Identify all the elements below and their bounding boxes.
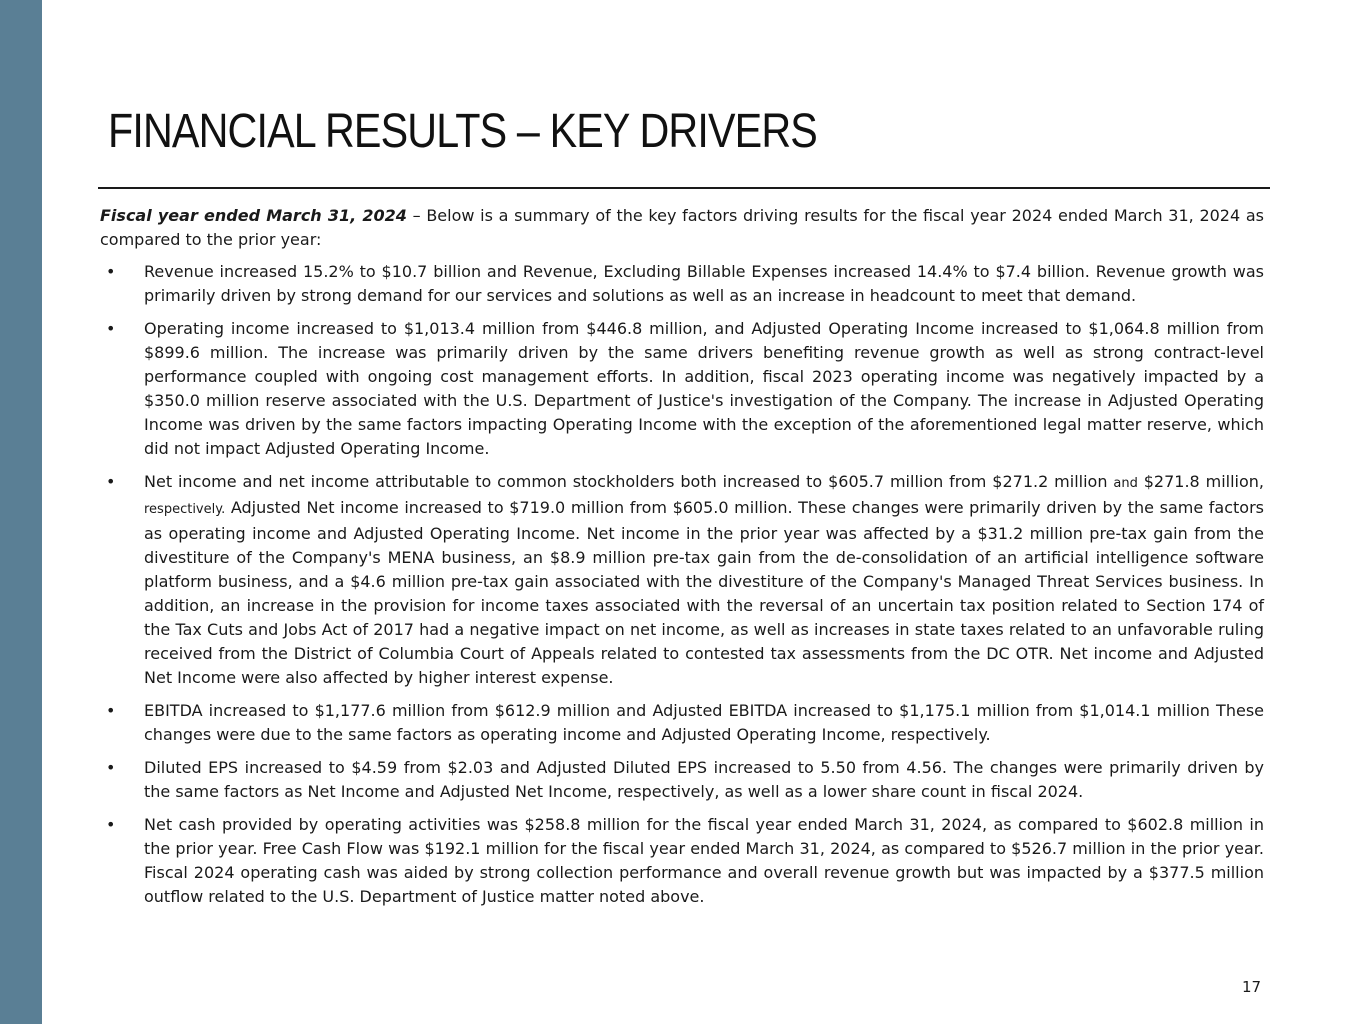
key-drivers-list (100, 260, 1264, 909)
bullet-operating-income (100, 317, 1264, 461)
intro-paragraph (100, 204, 1264, 252)
bullet-net-income (100, 470, 1264, 690)
bullet-text-part3: Adjusted Net income increased to $719.0 million from $605.0 million. These changes were primarily driven by the same factors as operating income and Adjusted Operating Income. Net income in the prior year was affected by a $31.2 million pre-tax gain from the divestiture of the Company's MENA business, an $8.9 million pre-tax gain from the de-consolidation of an artificial intelligence software platform business, and a $4.6 million pre-tax gain associated with the divestiture of the Company's Managed Threat Services business. In addition, an increase in the provision for income taxes associated with the reversal of an uncertain tax position related to Section 174 of the Tax Cuts and Jobs Act of 2017 had a negative impact on net income, as well as increases in state taxes related to an unfavorable ruling received from the District of Columbia Court of Appeals related to contested tax assessments from the DC OTR. Net income and Adjusted Net Income were also affected by higher interest expense. (144, 498, 1264, 687)
page-number: 17 (1242, 978, 1262, 996)
bullet-text: EBITDA increased to $1,177.6 million from $612.9 million and Adjusted EBITDA increased to $1,175.1 million from $1,014.1 million These changes were due to the same factors as operating income and Adjusted Operating Income, respectively. (144, 701, 1264, 744)
bullet-marker: • (106, 472, 116, 491)
bullet-marker: • (106, 319, 116, 338)
intro-text: – Below is a summary of the key factors driving results for the fiscal year 2024 ended March 31, 2024 as compared to the prior year: (100, 206, 1264, 249)
bullet-marker: • (106, 701, 116, 720)
side-accent-bar (0, 0, 42, 1024)
intro-lead: Fiscal year ended March 31, 2024 (100, 206, 407, 225)
bullet-diluted-eps (100, 756, 1264, 804)
bullet-cash-flow (100, 813, 1264, 909)
bullet-text-small-respectively: respectively. (144, 502, 226, 517)
bullet-text: Revenue increased 15.2% to $10.7 billion and Revenue, Excluding Billable Expenses increased 14.4% to $7.4 billion. Revenue growth was primarily driven by strong demand for our services and solutions as well as an increase in headcount to meet that demand. (144, 262, 1264, 305)
bullet-marker: • (106, 758, 116, 777)
title-divider (98, 187, 1270, 189)
bullet-text-part1: Net income and net income attributable to common stockholders both increased to $605.7 million from $271.2 million (144, 472, 1114, 491)
bullet-text: Operating income increased to $1,013.4 million from $446.8 million, and Adjusted Operating Income increased to $1,064.8 million from $899.6 million. The increase was primarily driven by the same drivers benefiting revenue growth as well as strong contract-level performance coupled with ongoing cost management efforts. In addition, fiscal 2023 operating income was negatively impacted by a $350.0 million reserve associated with the U.S. Department of Justice's investigation of the Company. The increase in Adjusted Operating Income was driven by the same factors impacting Operating Income with the exception of the aforementioned legal matter reserve, which did not impact Adjusted Operating Income. (144, 319, 1264, 458)
bullet-text: Net cash provided by operating activities was $258.8 million for the fiscal year ended March 31, 2024, as compared to $602.8 million in the prior year. Free Cash Flow was $192.1 million for the fiscal year ended March 31, 2024, as compared to $526.7 million in the prior year. Fiscal 2024 operating cash was aided by strong collection performance and overall revenue growth but was impacted by a $377.5 million outflow related to the U.S. Department of Justice matter noted above. (144, 815, 1264, 906)
bullet-text-part2: $271.8 million, (1137, 472, 1264, 491)
bullet-marker: • (106, 815, 116, 834)
bullet-text: Diluted EPS increased to $4.59 from $2.03 and Adjusted Diluted EPS increased to 5.50 from 4.56. The changes were primarily driven by the same factors as Net Income and Adjusted Net Income, respectively, as well as a lower share count in fiscal 2024. (144, 758, 1264, 801)
page-title: FINANCIAL RESULTS – KEY DRIVERS (108, 105, 817, 158)
bullet-revenue (100, 260, 1264, 308)
content-body (100, 204, 1264, 918)
bullet-marker: • (106, 262, 116, 281)
bullet-text-small-and: and (1113, 476, 1138, 491)
bullet-ebitda (100, 699, 1264, 747)
